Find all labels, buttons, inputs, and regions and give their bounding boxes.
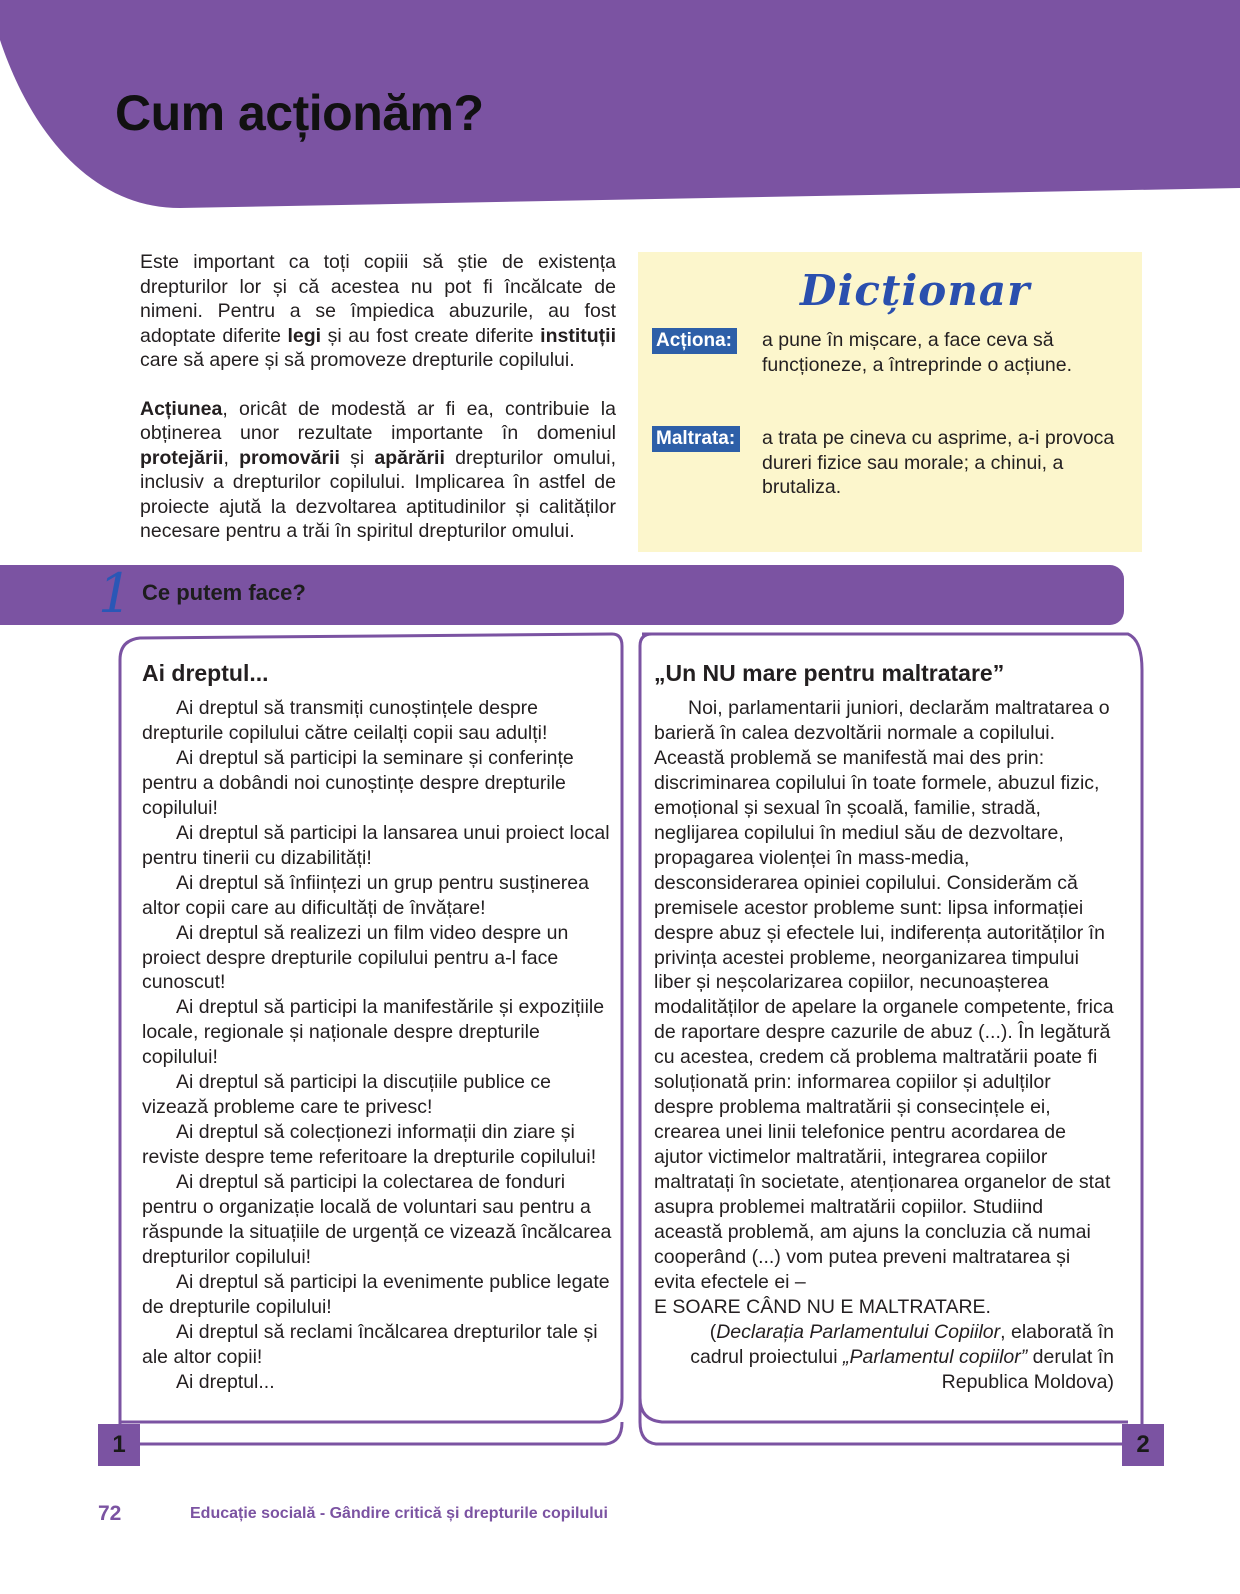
dictionary-definition: a pune în mișcare, a face ceva să funcționeze, a întreprinde o acțiune. — [762, 329, 1073, 376]
panel-rights-heading: Ai dreptul... — [142, 660, 269, 686]
intro-paragraph-1: Este important ca toți copiii să știe de existența drepturilor lor și că acestea nu pot fi încălcate de nimeni. Pentru a se împiedica abuzurile, au fost adoptate diferite legi și au fost create diferite instituții care să apere și să promoveze drepturile copilului. — [140, 251, 616, 371]
rights-item: Ai dreptul să participi la colectarea de fonduri pentru o organizație locală de voluntari sau pentru a răspunde la situațiile de urgență ce vizează încălcarea drepturilor copilului! — [142, 1171, 612, 1268]
rights-item: Ai dreptul... — [176, 1370, 275, 1393]
panel-declaration — [654, 658, 1114, 1395]
page-number: 72 — [98, 1502, 122, 1525]
section-title: Ce putem face? — [142, 580, 306, 605]
panel-number-2: 2 — [1122, 1424, 1164, 1466]
source-project: „Parlamentul copiilor” — [843, 1345, 1028, 1368]
panel-declaration-heading: „Un NU mare pentru maltratare” — [654, 660, 1005, 686]
book-title: Educație socială - Gândire critică și drepturile copilului — [190, 1505, 608, 1522]
declaration-source: (Declarația Parlamentului Copiilor, elaborată în cadrul proiectului „Parlamentul copiilor” derulat în Republica Moldova) — [690, 1320, 1114, 1393]
dictionary-definition: a trata pe cineva cu asprime, a-i provoca dureri fizice sau morale; a chinui, a brutaliza. — [762, 427, 1115, 498]
rights-item: Ai dreptul să participi la manifestările și expozițiile locale, regionale și naționale despre drepturile copilului! — [142, 996, 605, 1069]
rights-item: Ai dreptul să transmiți cunoștințele despre drepturile copilului către ceilalți copii sau adulți! — [142, 697, 548, 744]
panel-number-1: 1 — [98, 1424, 140, 1466]
panel-rights — [142, 658, 620, 1395]
rights-item: Ai dreptul să colecționezi informații din ziare și reviste despre teme referitoare la drepturile copilului! — [142, 1121, 597, 1169]
dictionary-title: Dicționar — [800, 266, 1031, 315]
dictionary-term: Maltrata: — [652, 426, 740, 452]
rights-item: Ai dreptul să participi la evenimente publice legate de drepturile copilului! — [142, 1270, 610, 1318]
declaration-slogan: E SOARE CÂND NU E MALTRATARE. — [654, 1295, 991, 1318]
rights-item: Ai dreptul să participi la discuțiile publice ce vizează probleme care te privesc! — [142, 1071, 552, 1119]
source-title: Declarația Parlamentului Copiilor — [716, 1320, 1001, 1343]
section-number: 1 — [98, 562, 133, 625]
intro-paragraph-2: Acțiunea, oricât de modestă ar fi ea, contribuie la obținerea unor rezultate importante în domeniul protejării, promovării și apărării drepturilor omului, inclusiv a drepturilor copilului. Implicarea în astfel de proiecte ajută la dezvoltarea aptitudinilor și calităților necesare pentru a trăi în spiritul drepturilor omului. — [140, 397, 616, 542]
page-title: Cum acționăm? — [115, 85, 484, 141]
rights-item: Ai dreptul să reclami încălcarea drepturilor tale și ale altor copii! — [142, 1320, 598, 1368]
rights-item: Ai dreptul să realizezi un film video despre un proiect despre drepturile copilului pentru a-l face cunoscut! — [142, 921, 569, 994]
rights-item: Ai dreptul să participi la seminare și conferințe pentru a dobândi noi cunoștințe despre drepturile copilului! — [142, 746, 574, 819]
dictionary-term: Acționa: — [652, 328, 737, 354]
rights-item: Ai dreptul să participi la lansarea unui proiect local pentru tinerii cu dizabilități! — [142, 821, 610, 869]
declaration-body: Noi, parlamentarii juniori, declarăm maltratarea o barieră în calea dezvoltării normale a copilului. Această problemă se manifestă mai des prin: discriminarea copilului în toate formele, abuzul fizic, emoțional și sexual în școală, familie, stradă, neglijarea copilului în mediul său de dezvoltare, propagarea violenței în mass-media, desconsiderarea opiniei copilului. Considerăm că premisele acestor probleme sunt: lipsa informației despre abuz și efectele lui, indiferența autorităților în privința acestei probleme, neorganizarea timpului liber și neșcolarizarea copiilor, necunoașterea modalităților de apelare la organele competente, frica de raportare despre cazurile de abuz (...). În legătură cu acestea, credem că problema maltratării poate fi soluționată prin: informarea copiilor și adulților despre problema maltratării și consecințele ei, crearea unei linii telefonice pentru acordarea de ajutor victimelor maltratării, integrarea copiilor maltratați în societate, atenționarea organelor de stat asupra problemei maltratării copiilor. Studiind această problemă, am ajuns la concluzia că numai cooperând (...) vom putea preveni maltratarea și evita efectele ei – — [654, 697, 1114, 1293]
rights-item: Ai dreptul să înființezi un grup pentru susținerea altor copii care au dificultăți de învățare! — [142, 871, 589, 919]
dictionary-box — [638, 252, 1142, 552]
intro-text — [140, 250, 616, 544]
